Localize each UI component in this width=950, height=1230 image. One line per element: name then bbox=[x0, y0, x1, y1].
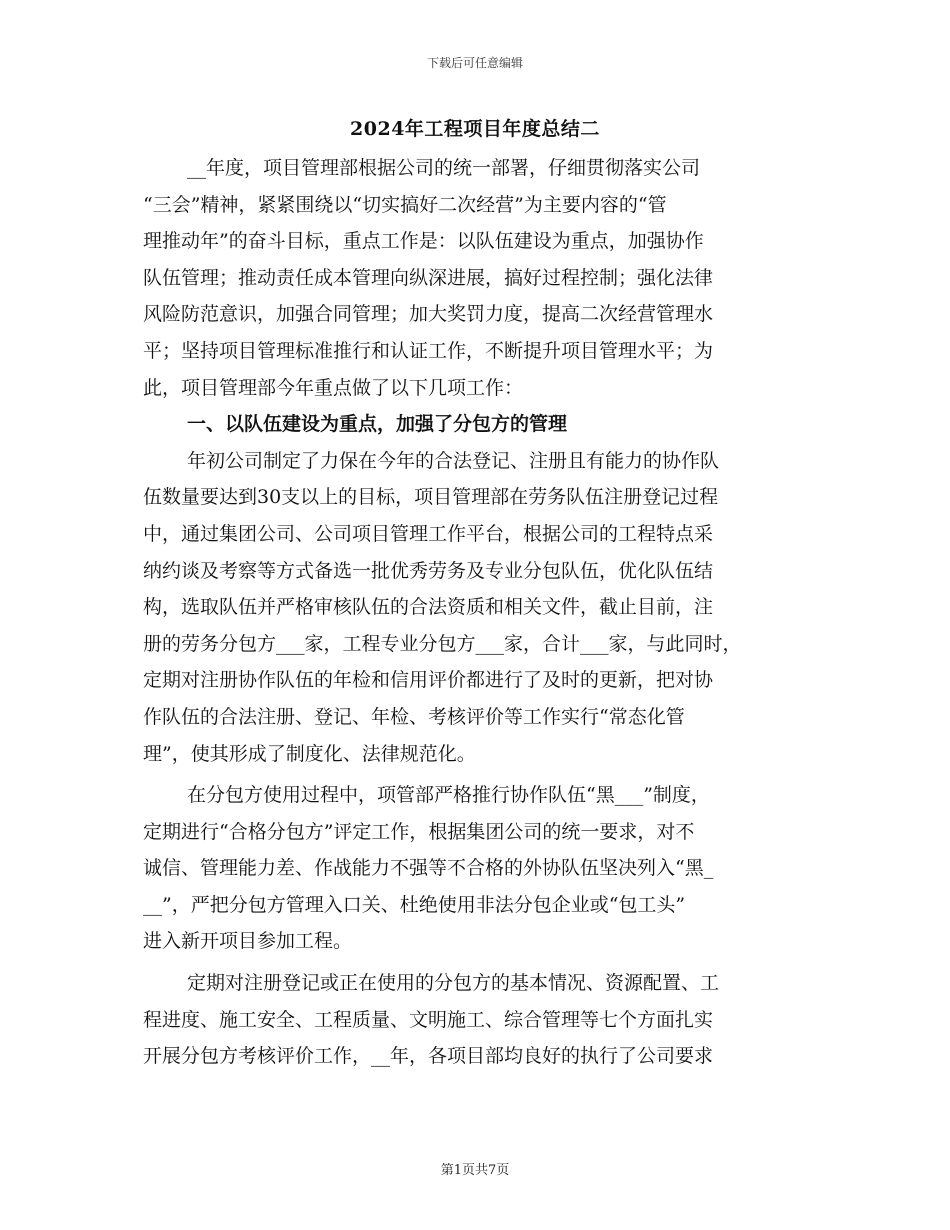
paragraph-line: 理推动年”的奋斗目标，重点工作是：以队伍建设为重点，加强协作 bbox=[143, 230, 704, 253]
paragraph-line: 理”，使其形成了制度化、法律规范化。 bbox=[143, 742, 476, 765]
paragraph-line: 此，项目管理部今年重点做了以下几项工作： bbox=[143, 376, 524, 399]
paragraph-line: 风险防范意识，加强合同管理；加大奖罚力度，提高二次经营管理水 bbox=[143, 303, 714, 326]
paragraph-line: 队伍管理；推动责任成本管理向纵深进展，搞好过程控制；强化法律 bbox=[143, 266, 714, 289]
paragraph-line: __”，严把分包方管理入口关、杜绝使用非法分包企业或“包工头” bbox=[143, 893, 686, 916]
paragraph-line: 平；坚持项目管理标准推行和认证工作，不断提升项目管理水平；为 bbox=[143, 339, 714, 362]
header-note: 下载后可任意编辑 bbox=[426, 56, 523, 70]
paragraph-line: 定期进行“合格分包方”评定工作，根据集团公司的统一要求，对不 bbox=[143, 820, 695, 843]
paragraph-line: 程进度、施工安全、工程质量、文明施工、综合管理等七个方面扎实 bbox=[143, 1008, 714, 1031]
paragraph-line: 进入新开项目参加工程。 bbox=[143, 930, 353, 953]
paragraph-line: 在分包方使用过程中，项管部严格推行协作队伍“黑___”制度， bbox=[187, 784, 710, 807]
paragraph-line: 中，通过集团公司、公司项目管理工作平台，根据公司的工程特点采 bbox=[143, 522, 714, 545]
document-body bbox=[143, 150, 823, 1075]
paragraph-line: 作队伍的合法注册、登记、年检、考核评价等工作实行“常态化管 bbox=[143, 705, 685, 728]
paragraph-line: 纳约谈及考察等方式备选一批优秀劳务及专业分包队伍，优化队伍结 bbox=[143, 559, 714, 582]
paragraph-line: 定期对注册协作队伍的年检和信用评价都进行了及时的更新，把对协 bbox=[143, 669, 714, 692]
document-title: 2024年工程项目年度总结二 bbox=[350, 118, 600, 140]
paragraph-line: 伍数量要达到30支以上的目标，项目管理部在劳务队伍注册登记过程 bbox=[143, 486, 719, 509]
paragraph-line: 年初公司制定了力保在今年的合法登记、注册且有能力的协作队 bbox=[187, 449, 720, 472]
section-heading: 一、以队伍建设为重点，加强了分包方的管理 bbox=[187, 413, 568, 436]
paragraph-line: __年度，项目管理部根据公司的统一部署，仔细贯彻落实公司 bbox=[187, 157, 701, 179]
paragraph-line: 册的劳务分包方___家，工程专业分包方___家，合计___家，与此同时， bbox=[143, 632, 742, 655]
paragraph-line: 构，选取队伍并严格审核队伍的合法资质和相关文件，截止目前，注 bbox=[143, 596, 714, 619]
paragraph-line: 定期对注册登记或正在使用的分包方的基本情况、资源配置、工 bbox=[187, 972, 720, 995]
paragraph-line: 诚信、管理能力差、作战能力不强等不合格的外协队伍坚决列入“黑_ bbox=[143, 857, 714, 880]
paragraph-line: 开展分包方考核评价工作，__年，各项目部均良好的执行了公司要求 bbox=[143, 1045, 714, 1068]
paragraph-line: “三会”精神，紧紧围绕以“切实搞好二次经营”为主要内容的“管 bbox=[143, 193, 667, 216]
page-number: 第1页共7页 bbox=[440, 1163, 510, 1178]
